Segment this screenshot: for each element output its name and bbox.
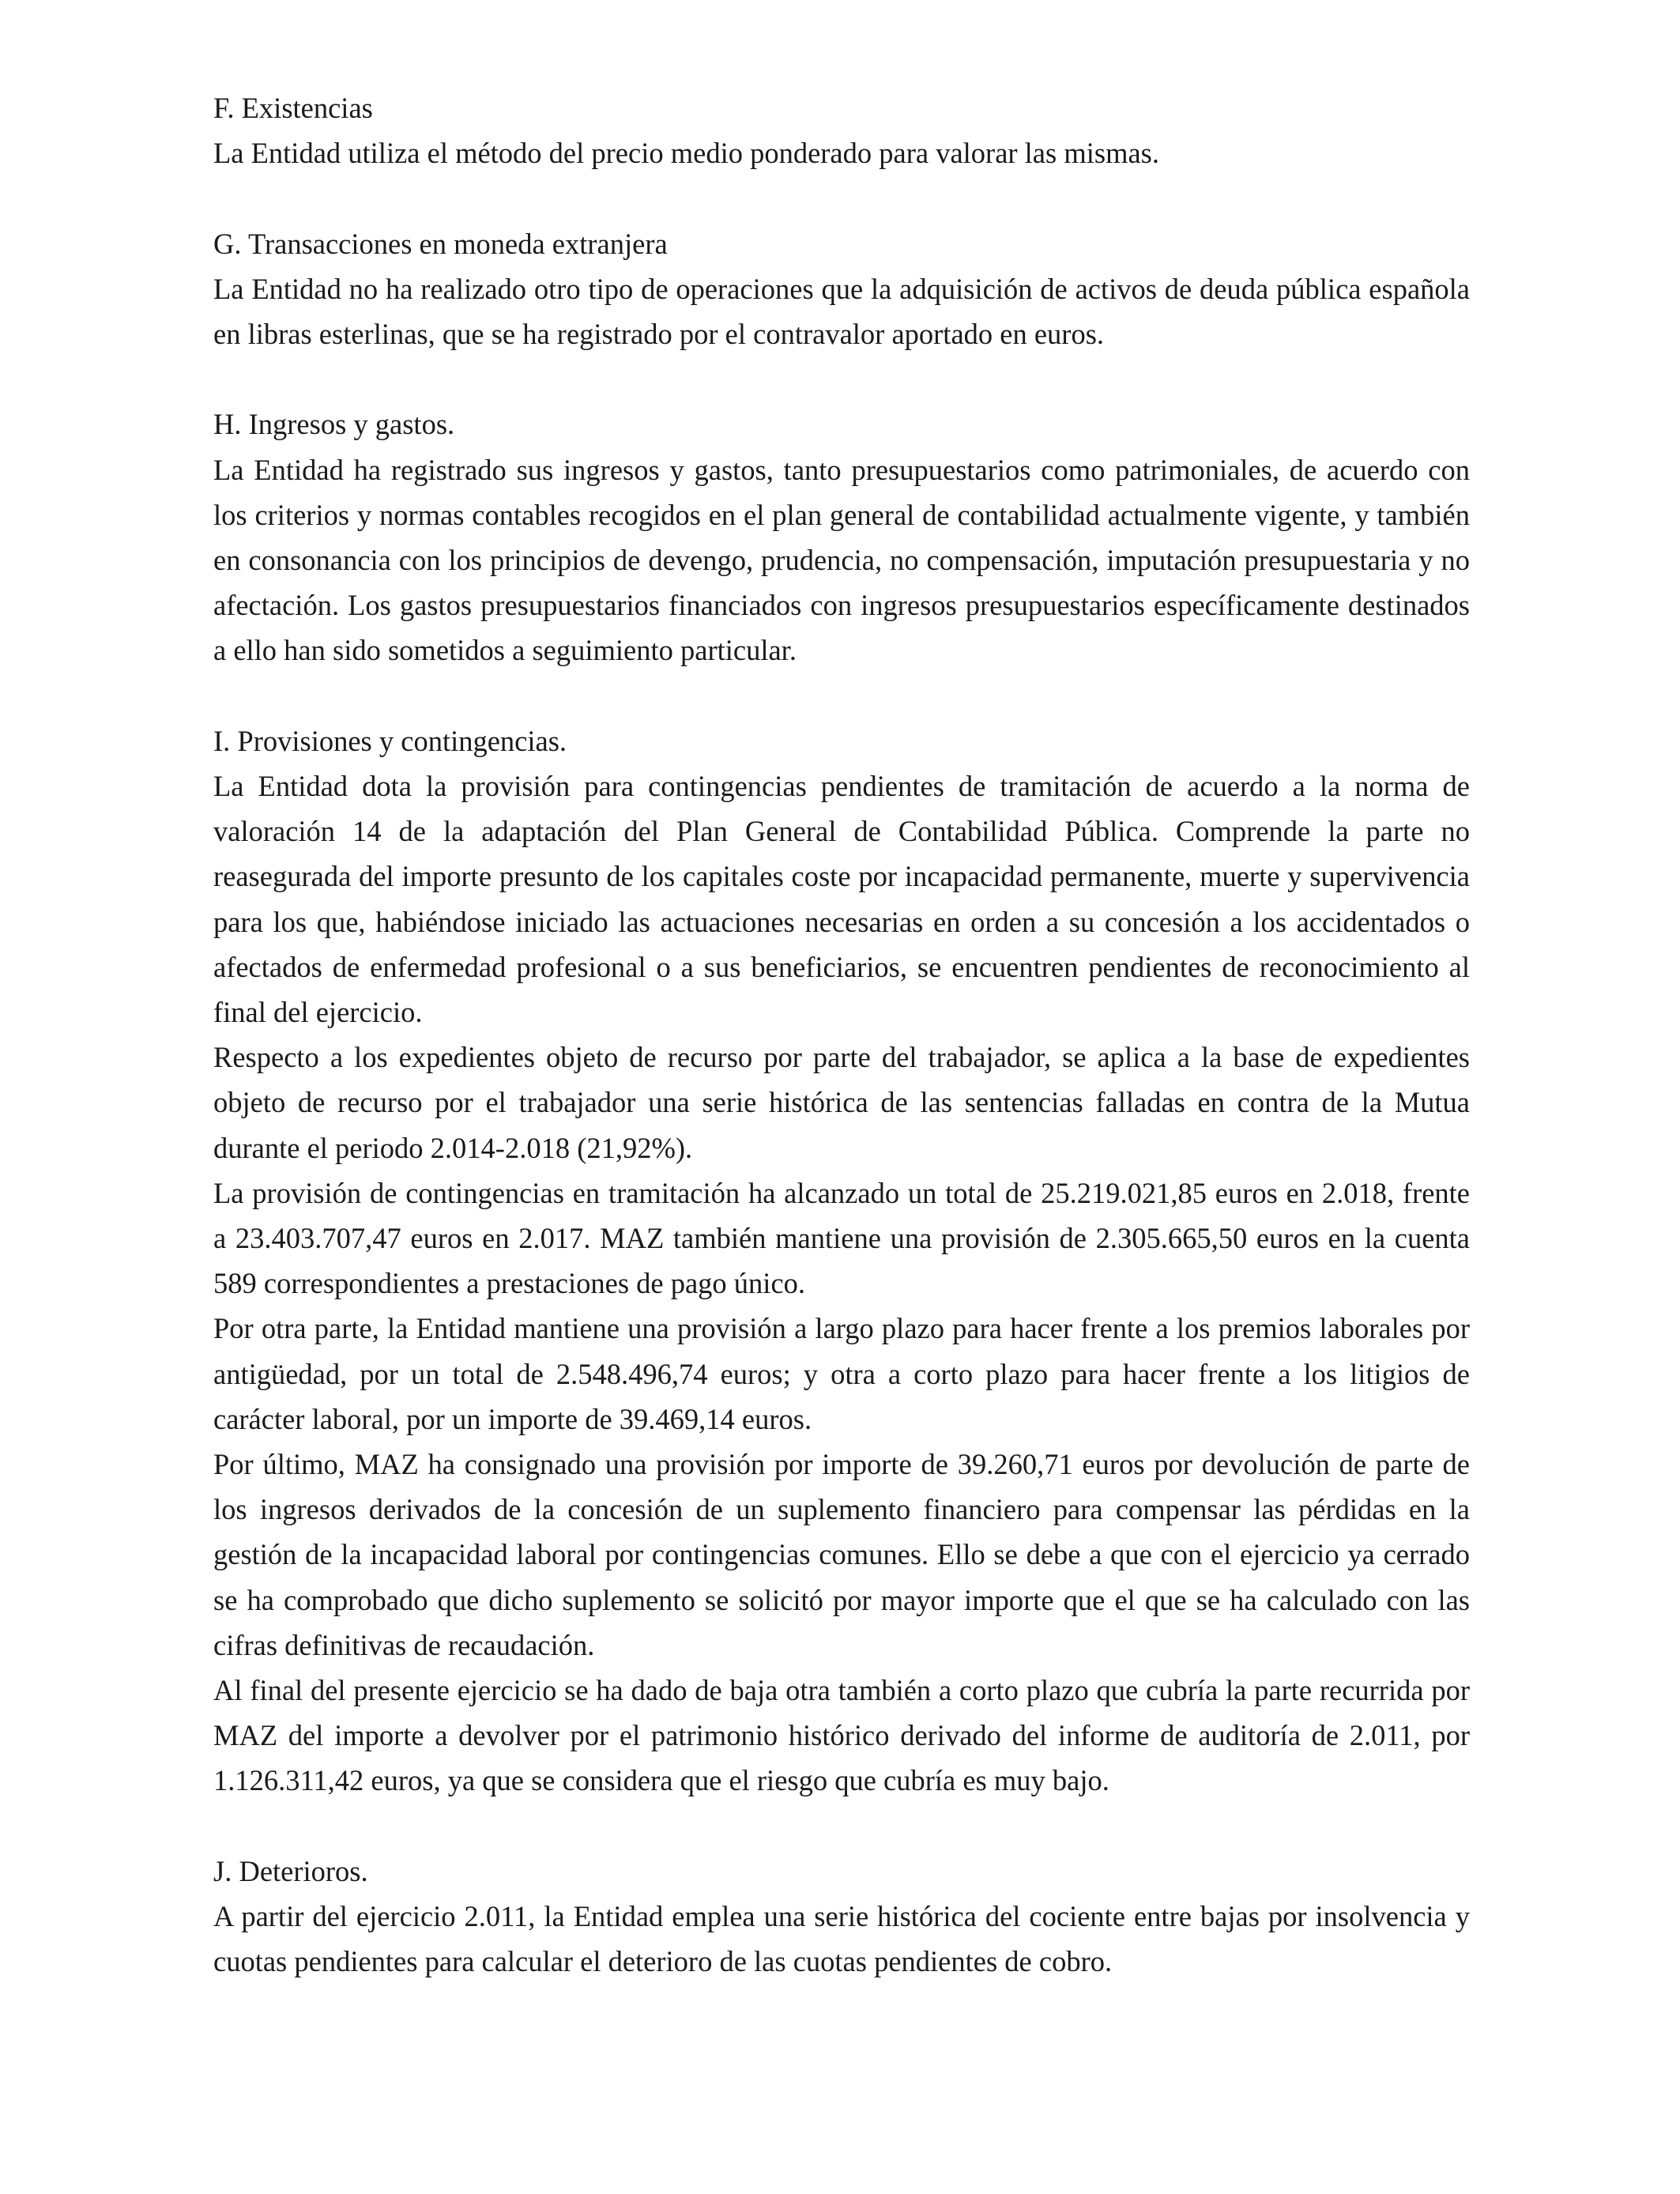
section-heading: I. Provisiones y contingencias. [213, 724, 567, 757]
section-paragraph: Por último, MAZ ha consignado una provisión por importe de 39.260,71 euros por devolución de parte de los ingresos derivados de la concesión de un suplemento financiero para compensar las pérdidas en la gestión de la incapacidad laboral por contingencias comunes. Ello se debe a que con el ejercicio ya cerrado se ha comprobado que dicho suplemento se solicitó por mayor importe que el que se ha calculado con las cifras definitivas de recaudación. [213, 1448, 1470, 1661]
section-transacciones-moneda-extranjera [213, 221, 1470, 357]
section-paragraph: Al final del presente ejercicio se ha dado de baja otra también a corto plazo que cubría la parte recurrida por MAZ del importe a devolver por el patrimonio histórico derivado del informe de auditoría de 2.011, por 1.126.311,42 euros, ya que se considera que el riesgo que cubría es muy bajo. [213, 1674, 1470, 1797]
section-paragraph: La provisión de contingencias en tramitación ha alcanzado un total de 25.219.021,85 euros en 2.018, frente a 23.403.707,47 euros en 2.017. MAZ también mantiene una provisión de 2.305.665,50 euros en la cuenta 589 correspondientes a prestaciones de pago único. [213, 1176, 1470, 1300]
section-heading: H. Ingresos y gastos. [213, 408, 455, 441]
section-existencias [213, 85, 1470, 175]
section-paragraph: La Entidad no ha realizado otro tipo de operaciones que la adquisición de activos de deuda pública española en libras esterlinas, que se ha registrado por el contravalor aportado en euros. [213, 272, 1470, 350]
section-heading: G. Transacciones en moneda extranjera [213, 227, 668, 260]
section-paragraph: Respecto a los expedientes objeto de recurso por parte del trabajador, se aplica a la base de expedientes objeto de recurso por el trabajador una serie histórica de las sentencias falladas en contra de la Mutua durante el periodo 2.014-2.018 (21,92%). [213, 1041, 1470, 1164]
section-paragraph: Por otra parte, la Entidad mantiene una provisión a largo plazo para hacer frente a los premios laborales por antigüedad, por un total de 2.548.496,74 euros; y otra a corto plazo para hacer frente a los litigios de carácter laboral, por un importe de 39.469,14 euros. [213, 1312, 1470, 1435]
document-page [213, 85, 1470, 2030]
section-paragraph: La Entidad dota la provisión para contingencias pendientes de tramitación de acuerdo a la norma de valoración 14 de la adaptación del Plan General de Contabilidad Pública. Comprende la parte no reasegurada del importe presunto de los capitales coste por incapacidad permanente, muerte y supervivencia para los que, habiéndose iniciado las actuaciones necesarias en orden a su concesión a los accidentados o afectados de enfermedad profesional o a sus beneficiarios, se encuentren pendientes de reconocimiento al final del ejercicio. [213, 770, 1470, 1029]
section-provisiones-contingencias [213, 718, 1470, 1804]
section-deterioros [213, 1849, 1470, 1985]
section-ingresos-gastos [213, 401, 1470, 673]
section-paragraph: La Entidad utiliza el método del precio medio ponderado para valorar las mismas. [213, 137, 1159, 170]
section-paragraph: La Entidad ha registrado sus ingresos y gastos, tanto presupuestarios como patrimoniales, de acuerdo con los criterios y normas contables recogidos en el plan general de contabilidad actualmente vigente, y también en consonancia con los principios de devengo, prudencia, no compensación, imputación presupuestaria y no afectación. Los gastos presupuestarios financiados con ingresos presupuestarios específicamente destinados a ello han sido sometidos a seguimiento particular. [213, 453, 1470, 667]
section-heading: F. Existencias [213, 92, 373, 124]
section-paragraph: A partir del ejercicio 2.011, la Entidad emplea una serie histórica del cociente entre bajas por insolvencia y cuotas pendientes para calcular el deterioro de las cuotas pendientes de cobro. [213, 1900, 1470, 1978]
section-heading: J. Deterioros. [213, 1854, 368, 1887]
